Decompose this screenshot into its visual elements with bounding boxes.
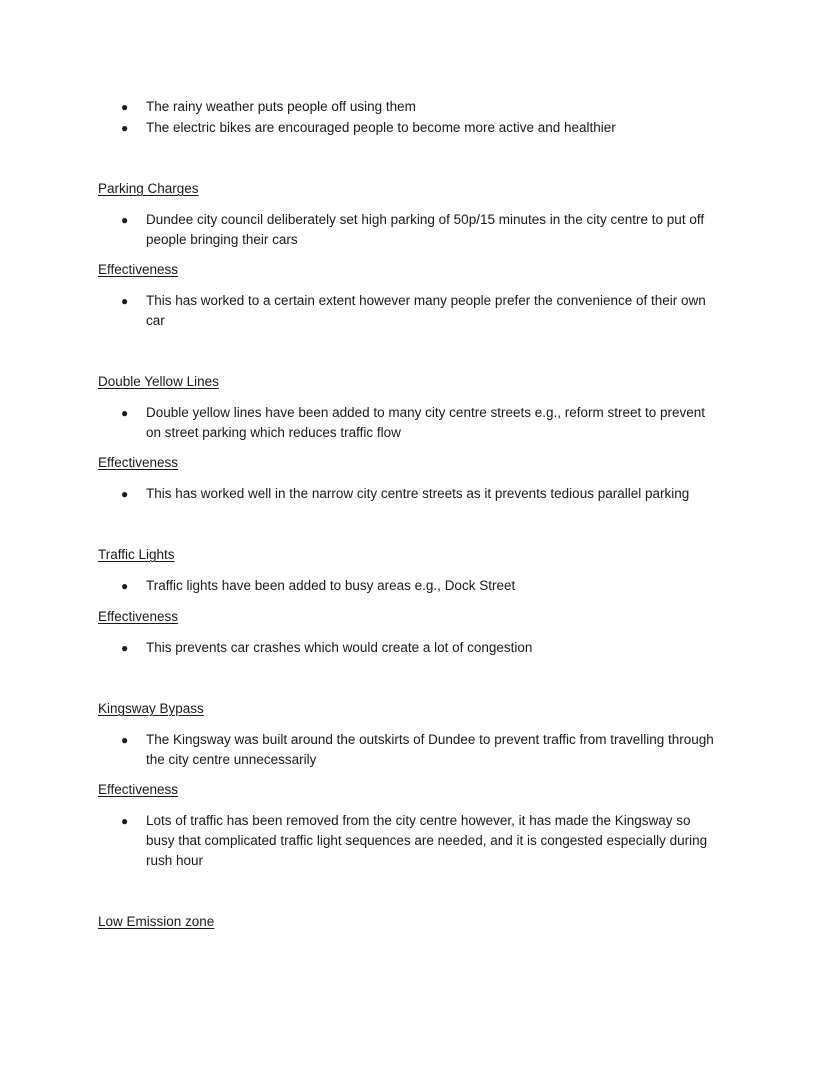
- list-item: This has worked to a certain extent however many people prefer the convenience of their own: [146, 293, 706, 308]
- section-heading-double-yellow-lines: Double Yellow Lines: [98, 374, 219, 389]
- bullet-marker: ●: [121, 487, 129, 501]
- bullet-marker: ●: [121, 733, 129, 747]
- list-item-continuation: busy that complicated traffic light sequences are needed, and it is congested especially during: [146, 833, 708, 848]
- list-item-continuation: car: [146, 313, 165, 328]
- list-item: This has worked well in the narrow city centre streets as it prevents tedious parallel parking: [146, 486, 690, 501]
- section-heading-low-emission-zone: Low Emission zone: [98, 914, 215, 929]
- bullet-marker: ●: [121, 121, 129, 135]
- bullet-marker: ●: [121, 641, 129, 655]
- list-item: The Kingsway was built around the outskirts of Dundee to prevent traffic from travelling through: [146, 732, 714, 747]
- list-item-continuation: people bringing their cars: [146, 232, 298, 247]
- list-item: The electric bikes are encouraged people to become more active and healthier: [146, 120, 616, 135]
- section-heading-traffic-lights: Traffic Lights: [98, 547, 175, 562]
- effectiveness-heading: Effectiveness: [98, 782, 179, 797]
- section-heading-kingsway-bypass: Kingsway Bypass: [98, 701, 204, 716]
- bullet-marker: ●: [121, 406, 129, 420]
- list-item: Lots of traffic has been removed from the city centre however, it has made the Kingsway so: [146, 813, 691, 828]
- bullet-marker: ●: [121, 814, 129, 828]
- list-item-continuation: on street parking which reduces traffic flow: [146, 425, 401, 440]
- list-item: The rainy weather puts people off using them: [146, 99, 416, 114]
- bullet-marker: ●: [121, 213, 129, 227]
- bullet-marker: ●: [121, 100, 129, 114]
- effectiveness-heading: Effectiveness: [98, 455, 179, 470]
- bullet-marker: ●: [121, 579, 129, 593]
- effectiveness-heading: Effectiveness: [98, 609, 179, 624]
- bullet-marker: ●: [121, 294, 129, 308]
- list-item: Double yellow lines have been added to many city centre streets e.g., reform street to prevent: [146, 405, 706, 420]
- list-item-continuation: the city centre unnecessarily: [146, 752, 317, 767]
- list-item: Traffic lights have been added to busy areas e.g., Dock Street: [146, 578, 516, 593]
- list-item: Dundee city council deliberately set high parking of 50p/15 minutes in the city centre to put off: [146, 212, 705, 227]
- effectiveness-heading: Effectiveness: [98, 262, 179, 277]
- section-heading-parking-charges: Parking Charges: [98, 181, 199, 196]
- list-item-continuation: rush hour: [146, 853, 204, 868]
- list-item: This prevents car crashes which would create a lot of congestion: [146, 640, 533, 655]
